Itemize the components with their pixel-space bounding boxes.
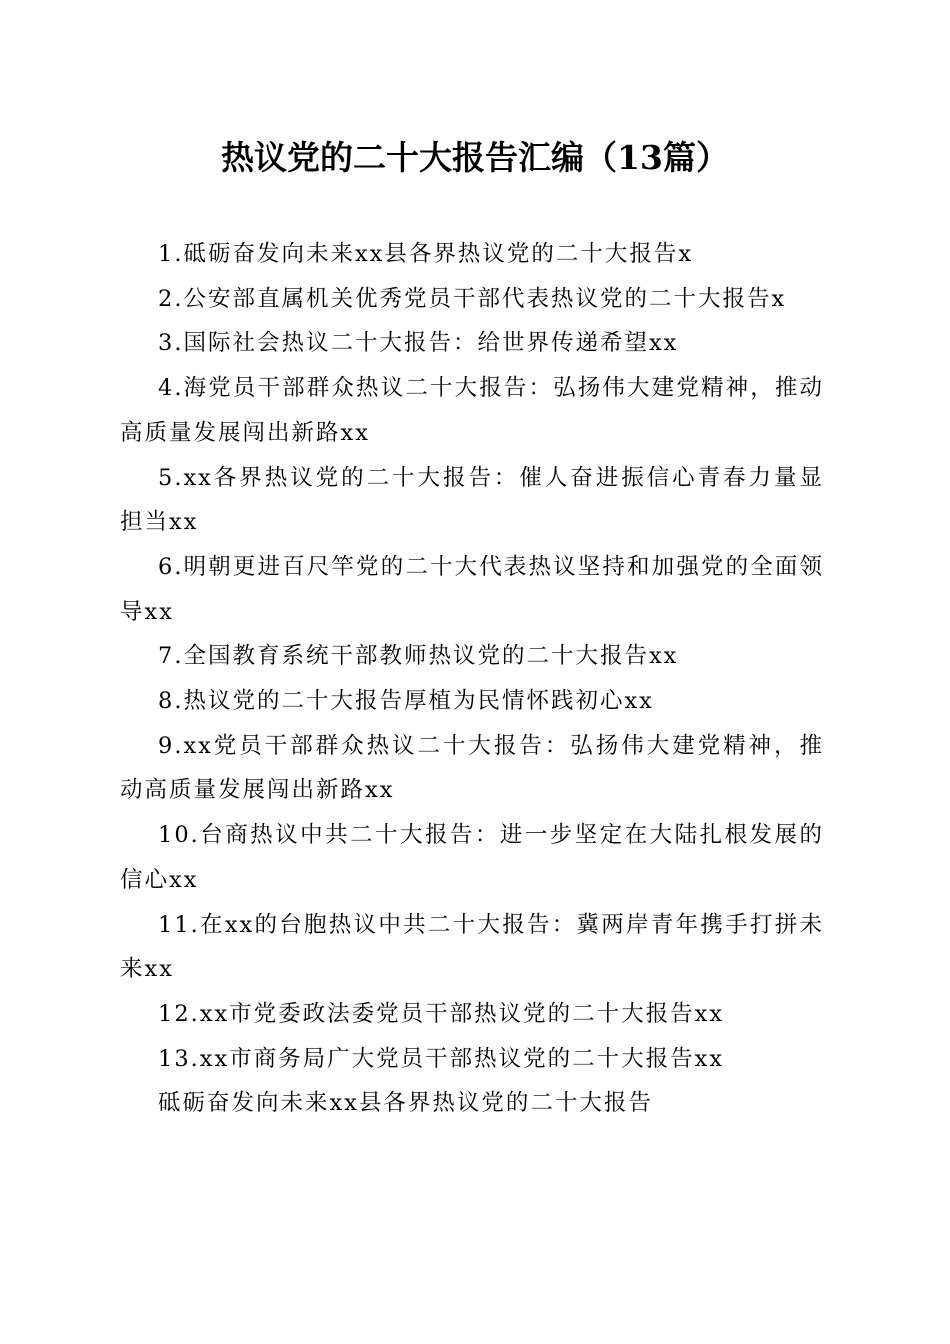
- toc-item-7: 7.全国教育系统干部教师热议党的二十大报告xx: [158, 643, 679, 670]
- document-title: 热议党的二十大报告汇编（13篇）: [221, 138, 729, 177]
- toc-item-6: 6.明朝更进百尺竿党的二十大代表热议坚持和加强党的全面领导xx: [120, 553, 824, 625]
- toc-item-3: 3.国际社会热议二十大报告：给世界传递希望xx: [158, 330, 679, 357]
- toc-item-10: 10.台商热议中共二十大报告：进一步坚定在大陆扎根发展的信心xx: [120, 822, 824, 893]
- toc-item-13: 13.xx市商务局广大党员干部热议党的二十大报告xx: [158, 1045, 725, 1072]
- first-article-heading: 砥砺奋发向未来xx县各界热议党的二十大报告: [158, 1090, 653, 1117]
- toc-item-5: 5.xx各界热议党的二十大报告：催人奋进振信心青春力量显担当xx: [120, 464, 824, 536]
- toc-item-4: 4.海党员干部群众热议二十大报告：弘扬伟大建党精神，推动高质量发展闯出新路xx: [120, 375, 824, 446]
- toc-item-12: 12.xx市党委政法委党员干部热议党的二十大报告xx: [158, 1000, 725, 1027]
- toc-item-1: 1.砥砺奋发向未来xx县各界热议党的二十大报告x: [158, 241, 694, 267]
- toc-item-2: 2.公安部直属机关优秀党员干部代表热议党的二十大报告x: [158, 285, 787, 312]
- table-of-contents: [120, 232, 824, 1126]
- toc-item-9: 9.xx党员干部群众热议二十大报告：弘扬伟大建党精神，推动高质量发展闯出新路xx: [120, 732, 824, 804]
- toc-item-8: 8.热议党的二十大报告厚植为民情怀践初心xx: [158, 688, 654, 715]
- toc-item-11: 11.在xx的台胞热议中共二十大报告：冀两岸青年携手打拼未来xx: [120, 911, 824, 983]
